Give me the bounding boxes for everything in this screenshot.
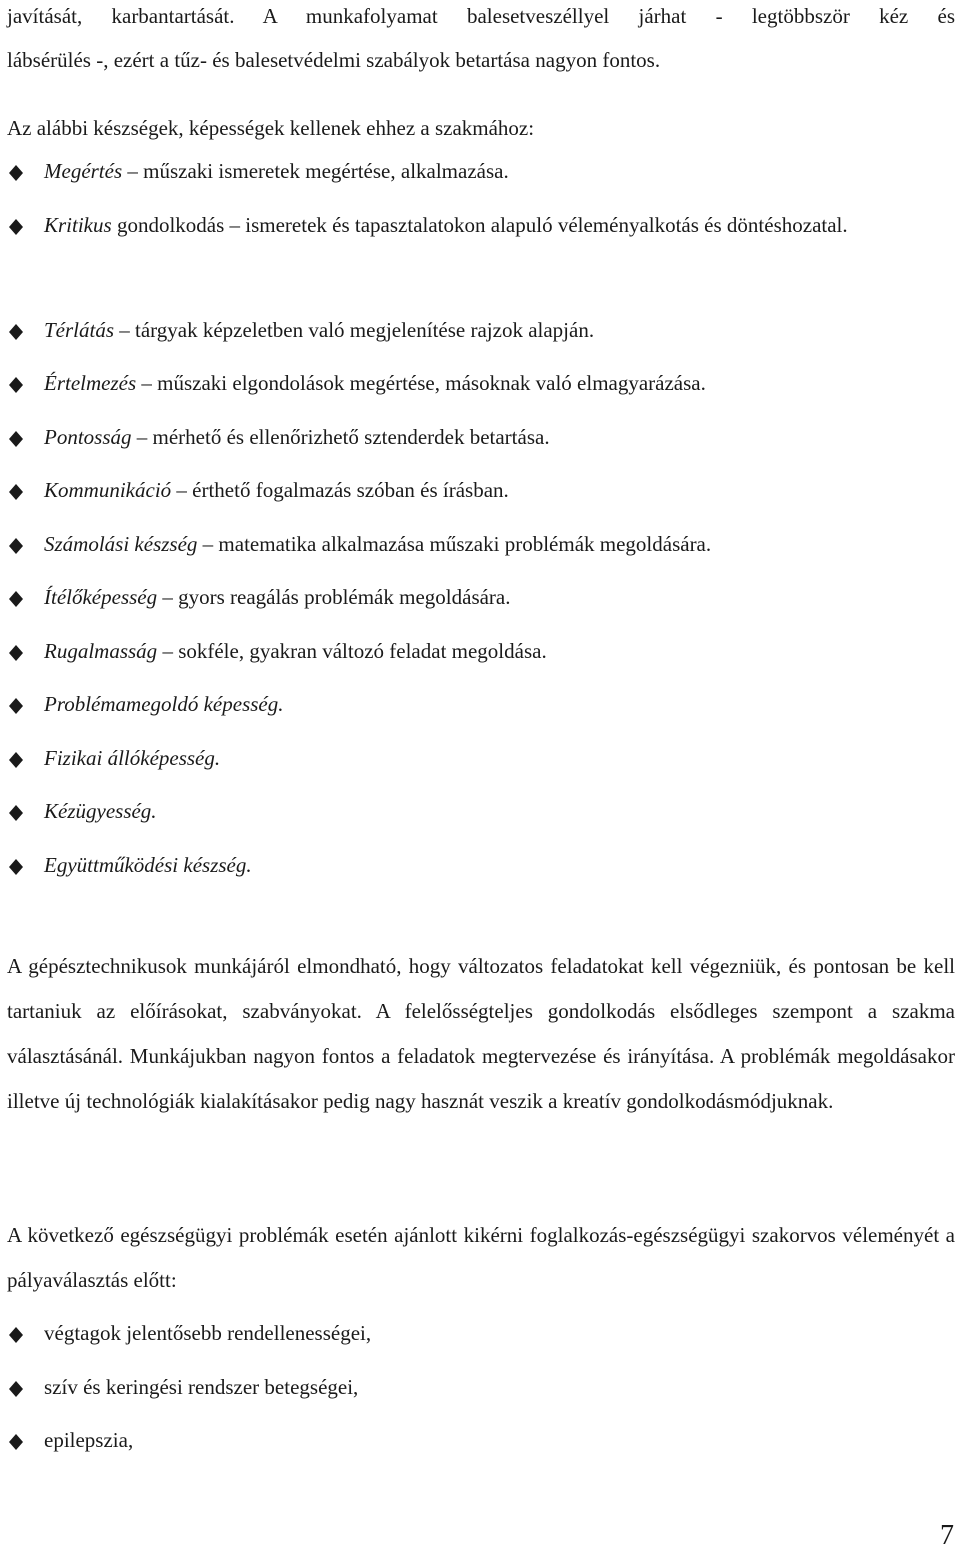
skill-term: Térlátás xyxy=(44,317,115,342)
health-item: szív és keringési rendszer betegségei, xyxy=(44,1374,359,1399)
diamond-bullet-icon xyxy=(9,377,23,393)
list-item xyxy=(0,528,960,582)
skill-description: – érthető fogalmazás szóban és írásban. xyxy=(171,478,509,502)
diamond-bullet-icon xyxy=(9,431,23,447)
diamond-bullet-icon xyxy=(9,219,23,235)
skill-term: Rugalmasság xyxy=(44,638,158,663)
skill-description: gondolkodás – ismeretek és tapasztalatokon alapuló véleményalkotás és döntéshozatal. xyxy=(111,212,848,237)
skill-description: – gyors reagálás problémák megoldására. xyxy=(157,585,511,609)
skill-term: Ítélőképesség xyxy=(44,585,158,609)
list-item xyxy=(0,581,960,635)
diamond-bullet-icon xyxy=(9,165,23,181)
skill-term: Megértés xyxy=(44,159,123,183)
diamond-bullet-icon xyxy=(9,538,23,554)
diamond-bullet-icon xyxy=(9,752,23,768)
list-item xyxy=(0,1424,960,1478)
list-item xyxy=(0,1317,960,1371)
diamond-bullet-icon xyxy=(9,1327,23,1343)
diamond-bullet-icon xyxy=(9,645,23,661)
skill-description: – sokféle, gyakran változó feladat megoldása. xyxy=(157,638,547,663)
intro-line-2: lábsérülés -, ezért a tűz- és balesetvédelmi szabályok betartása nagyon fontos. xyxy=(7,48,661,72)
intro-line-1: javítását, karbantartását. A munkafolyamat balesetveszéllyel járhat - legtöbbször kéz és xyxy=(7,4,955,28)
diamond-bullet-icon xyxy=(9,484,23,500)
list-item xyxy=(0,849,960,903)
list-item xyxy=(0,474,960,528)
skill-description: – műszaki ismeretek megértése, alkalmazása. xyxy=(122,159,509,183)
skill-term: Együttműködési készség. xyxy=(44,852,252,877)
diamond-bullet-icon xyxy=(9,859,23,875)
skill-term: Számolási készség xyxy=(44,531,198,556)
skill-term: Kézügyesség. xyxy=(44,799,157,823)
skills-heading: Az alábbi készségek, képességek kellenek ehhez a szakmához: xyxy=(7,116,535,140)
list-item xyxy=(0,742,960,796)
list-item xyxy=(0,1371,960,1425)
skill-description: – műszaki elgondolások megértése, másoknak való elmagyarázása. xyxy=(136,371,706,395)
skill-term: Fizikai állóképesség. xyxy=(44,745,221,770)
skill-term: Kritikus xyxy=(44,212,112,237)
diamond-bullet-icon xyxy=(9,324,23,340)
list-item xyxy=(0,209,960,314)
health-paragraph: A következő egészségügyi problémák esetén ajánlott kikérni foglalkozás-egészségügyi szakorvos véleményét a pályaválasztás előtt: xyxy=(7,1223,955,1292)
list-item xyxy=(0,688,960,742)
page-number: 7 xyxy=(940,1520,954,1551)
skill-term: Pontosság xyxy=(44,424,132,449)
skill-term: Értelmezés xyxy=(44,371,137,395)
diamond-bullet-icon xyxy=(9,1434,23,1450)
diamond-bullet-icon xyxy=(9,805,23,821)
health-list xyxy=(0,1317,960,1478)
health-item: epilepszia, xyxy=(44,1428,134,1452)
skill-description: – mérhető és ellenőrizhető sztenderdek betartása. xyxy=(131,424,550,449)
summary-paragraph: A gépésztechnikusok munkájáról elmondható, hogy változatos feladatokat kell végezniük, és pontosan be kell tartaniuk az előírásokat, szabványokat. A felelősségteljes gondolkodás elsődleges szempont a szakma választásánál. Munkájukban nagyon fontos a feladatok megtervezése és irányítása. A problémák megoldásakor illetve új technológiák kialakításakor pedig nagy hasznát veszik a kreatív gondolkodásmódjuknak. xyxy=(7,954,955,1113)
diamond-bullet-icon xyxy=(9,591,23,607)
skill-term: Kommunikáció xyxy=(44,478,172,502)
skill-description: – matematika alkalmazása műszaki problémák megoldására. xyxy=(197,531,712,556)
skill-term: Problémamegoldó képesség. xyxy=(44,692,284,716)
skills-list xyxy=(0,155,960,902)
list-item xyxy=(0,367,960,421)
list-item xyxy=(0,795,960,849)
list-item xyxy=(0,635,960,689)
skill-description: – tárgyak képzeletben való megjelenítése rajzok alapján. xyxy=(114,317,595,342)
diamond-bullet-icon xyxy=(9,1381,23,1397)
diamond-bullet-icon xyxy=(9,698,23,714)
list-item xyxy=(0,421,960,475)
list-item xyxy=(0,314,960,368)
health-item: végtagok jelentősebb rendellenességei, xyxy=(44,1321,372,1345)
